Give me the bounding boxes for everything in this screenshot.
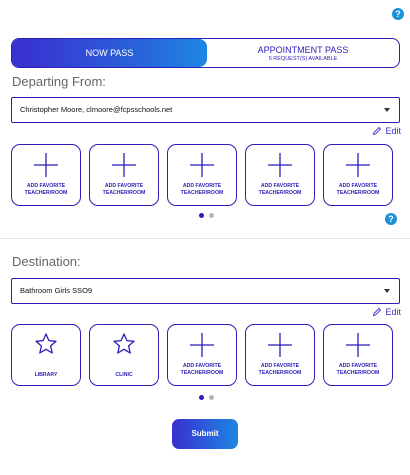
plus-icon — [324, 152, 392, 178]
tab-appointment-pass[interactable] — [207, 39, 399, 67]
tile-label: ADD FAVORITE TEACHER/ROOM — [336, 183, 380, 196]
destination-select[interactable] — [11, 278, 400, 304]
destination-pagination — [199, 395, 214, 400]
add-favorite-tile[interactable] — [167, 324, 237, 386]
tile-label: ADD FAVORITE TEACHER/ROOM — [258, 183, 302, 196]
tile-label: ADD FAVORITE TEACHER/ROOM — [180, 363, 224, 376]
pencil-icon — [372, 126, 382, 136]
plus-icon — [324, 332, 392, 358]
pencil-icon — [372, 307, 382, 317]
edit-departing-favorites-link[interactable] — [372, 126, 401, 136]
departing-pagination — [199, 213, 214, 218]
add-favorite-tile[interactable] — [323, 144, 393, 206]
add-favorite-tile[interactable] — [245, 144, 315, 206]
tile-label: ADD FAVORITE TEACHER/ROOM — [258, 363, 302, 376]
edit-label: Edit — [385, 126, 401, 136]
departing-from-label: Departing From: — [12, 74, 106, 89]
add-favorite-tile[interactable] — [89, 144, 159, 206]
add-favorite-tile[interactable] — [323, 324, 393, 386]
favorite-tile[interactable] — [11, 324, 81, 386]
tile-label: LIBRARY — [34, 372, 58, 378]
help-icon[interactable]: ? — [385, 213, 397, 225]
caret-down-icon — [384, 289, 390, 293]
tab-appointment-pass-label: APPOINTMENT PASS — [257, 44, 349, 55]
destination-label: Destination: — [12, 254, 81, 269]
add-favorite-tile[interactable] — [245, 324, 315, 386]
plus-icon — [168, 332, 236, 358]
favorite-tile[interactable] — [89, 324, 159, 386]
edit-destination-favorites-link[interactable] — [372, 307, 401, 317]
tile-label: ADD FAVORITE TEACHER/ROOM — [102, 183, 146, 196]
star-icon — [90, 332, 158, 358]
caret-down-icon — [384, 108, 390, 112]
add-favorite-tile[interactable] — [11, 144, 81, 206]
plus-icon — [246, 152, 314, 178]
tile-label: ADD FAVORITE TEACHER/ROOM — [24, 183, 68, 196]
help-icon[interactable]: ? — [392, 8, 404, 20]
edit-label: Edit — [385, 307, 401, 317]
tab-now-pass[interactable] — [12, 39, 207, 67]
add-favorite-tile[interactable] — [167, 144, 237, 206]
pagination-dot[interactable] — [209, 395, 214, 400]
plus-icon — [90, 152, 158, 178]
appointment-requests-available: 5 REQUEST(S) AVAILABLE — [268, 55, 338, 62]
pagination-dot[interactable] — [199, 395, 204, 400]
tab-now-pass-label: NOW PASS — [85, 48, 134, 58]
tile-label: ADD FAVORITE TEACHER/ROOM — [336, 363, 380, 376]
departing-from-value: Christopher Moore, clmoore@fcpsschools.net — [20, 105, 173, 114]
section-divider — [0, 238, 410, 239]
star-icon — [12, 332, 80, 358]
pagination-dot[interactable] — [199, 213, 204, 218]
pagination-dot[interactable] — [209, 213, 214, 218]
departing-from-select[interactable] — [11, 97, 400, 123]
destination-value: Bathroom Girls SSO9 — [20, 286, 93, 295]
submit-button[interactable]: Submit — [172, 419, 238, 449]
plus-icon — [168, 152, 236, 178]
plus-icon — [12, 152, 80, 178]
tile-label: ADD FAVORITE TEACHER/ROOM — [180, 183, 224, 196]
tile-label: CLINIC — [115, 372, 133, 378]
pass-type-toggle — [11, 38, 400, 68]
plus-icon — [246, 332, 314, 358]
